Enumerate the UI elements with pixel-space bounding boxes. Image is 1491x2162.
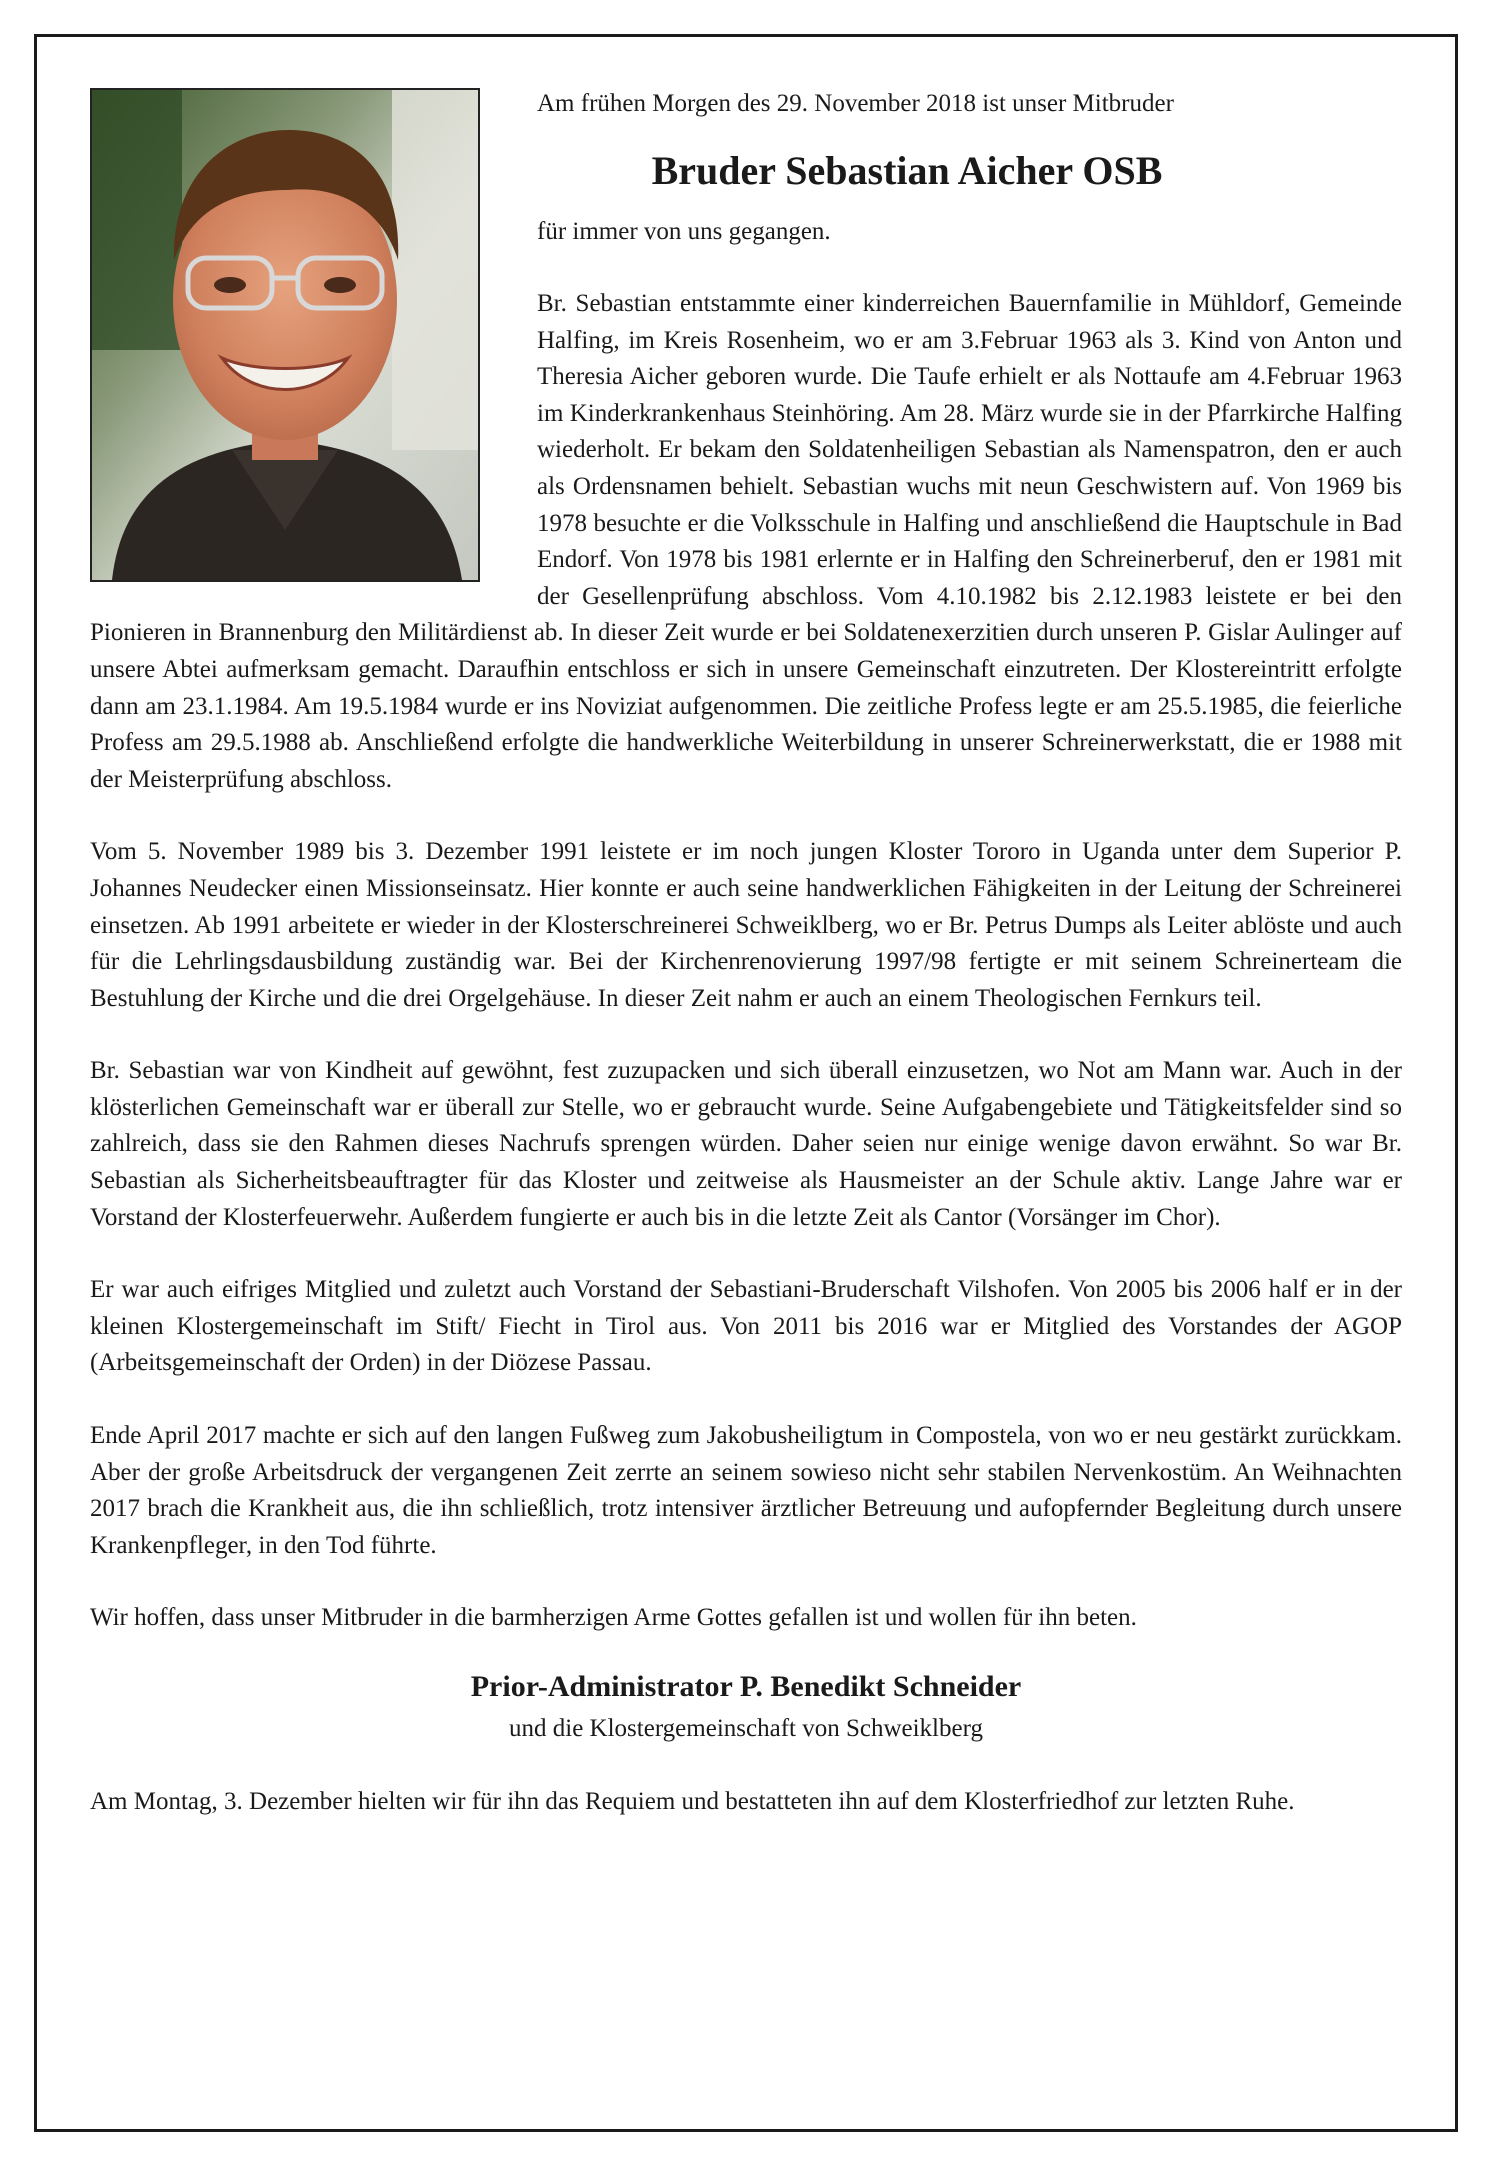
paragraph-memberships: Er war auch eifriges Mitglied und zuletzt auch Vorstand der Sebastiani-Bruderschaft Vilshofen. Von 2005 bis 2006 half er in der kleinen Klostergemeinschaft im Stift/ Fiecht in Tirol aus. Von 2011 bis 2016 war er Mitglied des Vorstandes der AGOP (Arbeitsgemeinschaft der Orden) in der Diözese Passau. bbox=[90, 1276, 1402, 1377]
paragraph-prayer: Wir hoffen, dass unser Mitbruder in die barmherzigen Arme Gottes gefallen ist und wollen für ihn beten. bbox=[90, 1604, 1137, 1632]
signature-name: Prior-Administrator P. Benedikt Schneider bbox=[470, 1670, 1022, 1703]
photo-spacer bbox=[90, 286, 537, 582]
paragraph-mission: Vom 5. November 1989 bis 3. Dezember 1991 leistete er im noch jungen Kloster Tororo in Uganda unter dem Superior P. Johannes Neudecker einen Missionseinsatz. Hier konnte er auch seine handwerklichen Fähigkeiten in der Leitung der Schreinerei einsetzen. Ab 1991 arbeitete er wieder in der Klosterschreinerei Schweiklberg, wo er Br. Petrus Dumps als Leiter ablöste und auch für die Lehrlingsdausbildung zuständig war. Bei der Kirchenrenovierung 1997/98 fertigte er mit seinem Schreinerteam die Bestuhlung der Kirche und die drei Orgelgehäuse. In dieser Zeit nahm er auch an einem Theologischen Fernkurs teil. bbox=[90, 838, 1402, 1012]
closing-phrase: für immer von uns gegangen. bbox=[537, 218, 831, 245]
paragraph-biography: Br. Sebastian entstammte einer kinderreichen Bauernfamilie in Mühldorf, Gemeinde Halfing, im Kreis Rosenheim, wo er am 3.Februar 1963 als 3. Kind von Anton und Theresia Aicher geboren wurde. Die Taufe erhielt er als Nottaufe am 4.Februar 1963 im Kinderkrankenhaus Steinhöring. Am 28. März wurde sie in der Pfarrkirche Halfing wiederholt. Er bekam den Soldatenheiligen Sebastian als Namenspatron, den er auch als Ordensnamen behielt. Sebastian wuchs mit neun Geschwistern auf. Von 1969 bis 1978 besuchte er die Volksschule in Halfing und anschließend die Hauptschule in Bad Endorf. Von 1978 bis 1981 erlernte er in Halfing den Schreinerberuf, den er 1981 mit der Gesellenprüfung abschloss. Vom 4.10.1982 bis 2.12.1983 leistete er bei den Pionieren in Brannenburg den Militärdienst ab. In dieser Zeit wurde er bei Soldatenexerzitien durch unseren P. Gislar Aulinger auf unsere Abtei aufmerksam gemacht. Daraufhin entschloss er sich in unsere Gemeinschaft einzutreten. Der Klostereintritt erfolgte dann am 23.1.1984. Am 19.5.1984 wurde er ins Noviziat aufgenommen. Die zeitliche Profess legte er am 25.5.1985, die feierliche Profess am 29.5.1988 ab. Anschließend erfolgte die handwerkliche Weiterbildung in unserer Schreinerwerkstatt, die er 1988 mit der Meisterprüfung abschloss. bbox=[90, 290, 1402, 793]
obituary-text bbox=[90, 286, 1402, 1820]
intro-line: Am frühen Morgen des 29. November 2018 ist unser Mitbruder bbox=[537, 90, 1174, 117]
paragraph-illness: Ende April 2017 machte er sich auf den langen Fußweg zum Jakobusheiligtum in Compostela, von wo er neu gestärkt zurückkam. Aber der große Arbeitsdruck der vergangenen Zeit zerrte an seinem sowieso nicht sehr stabilen Nervenkostüm. An Weihnachten 2017 brach die Krankheit aus, die ihn schließlich, trotz intensiver ärztlicher Betreuung und aufopfernder Begleitung durch unsere Krankenpfleger, in den Tod führte. bbox=[90, 1422, 1402, 1559]
paragraph-service: Br. Sebastian war von Kindheit auf gewöhnt, fest zuzupacken und sich überall einzusetzen, wo Not am Mann war. Auch in der klösterlichen Gemeinschaft war er überall zur Stelle, wo er gebraucht wurde. Seine Aufgabengebiete und Tätigkeitsfelder sind so zahlreich, dass sie den Rahmen dieses Nachrufs sprengen würden. Daher seien nur einige wenige davon erwähnt. So war Br. Sebastian als Sicherheitsbeauftragter für das Kloster und zeitweise als Hausmeister an der Schule aktiv. Lange Jahre war er Vorstand der Klosterfeuerwehr. Außerdem fungierte er auch bis in die letzte Zeit als Cantor (Vorsänger im Chor). bbox=[90, 1057, 1402, 1231]
deceased-name: Bruder Sebastian Aicher OSB bbox=[651, 148, 1163, 193]
signature-community: und die Klostergemeinschaft von Schweiklberg bbox=[509, 1715, 983, 1742]
paragraph-burial: Am Montag, 3. Dezember hielten wir für ihn das Requiem und bestatteten ihn auf dem Klosterfriedhof zur letzten Ruhe. bbox=[90, 1787, 1295, 1815]
